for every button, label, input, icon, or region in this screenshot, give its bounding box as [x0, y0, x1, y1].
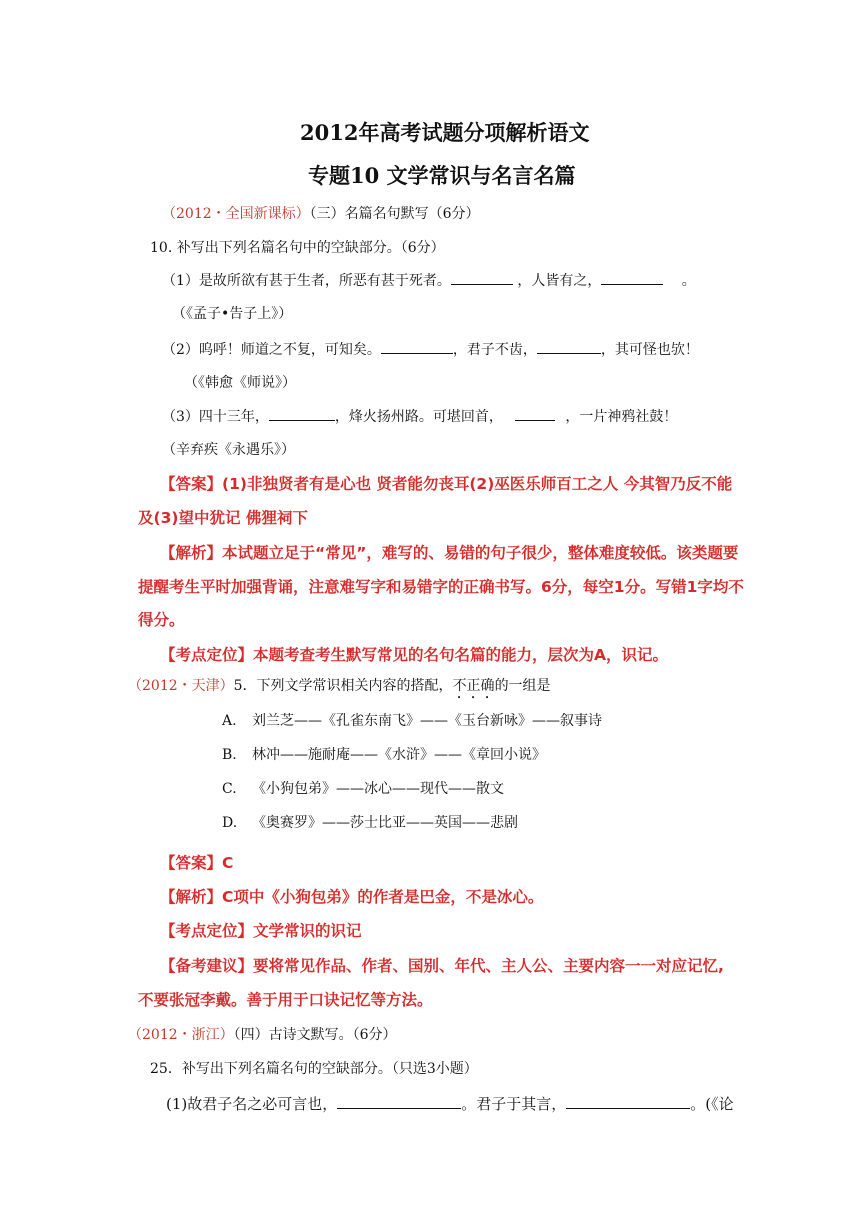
q1-analysis-line3: 得分。: [138, 611, 185, 629]
q3-source: （2012・浙江）: [128, 1027, 234, 1043]
q2-advice-line1: 【备考建议】要将常见作品、作者、国别、年代、主人公、主要内容一一对应记忆,: [160, 957, 724, 975]
q1-item2-text: （2）呜呼！师道之不复，可知矣。: [162, 342, 381, 358]
q2-point: 【考点定位】文学常识的识记: [160, 922, 362, 940]
blank[interactable]: [601, 271, 663, 285]
q1-item2: [162, 339, 699, 359]
q1-item3-text: （3）四十三年，: [162, 409, 269, 425]
q3-item1-end: 。(《论: [690, 1095, 734, 1113]
q1-item1-end: 。: [677, 273, 696, 289]
q1-analysis-line1: 【解析】本试题立足于“常见”，难写的、易错的句子很少，整体难度较低。该类题要: [160, 544, 739, 562]
q1-item1: [162, 270, 696, 290]
q1-item2-cite: （《韩愈《师说》）: [184, 375, 296, 391]
option-text: 《小狗包弟》——冰心——现代——散文: [252, 781, 504, 797]
q1-source: （2012・全国新课标）: [162, 206, 310, 222]
blank[interactable]: [451, 271, 513, 285]
q1-item3: [162, 406, 677, 426]
q1-item1-cite: （《孟子•告子上》）: [172, 306, 293, 322]
q1-item1-mid: ，人皆有之，: [512, 273, 602, 289]
option-letter: D.: [222, 815, 238, 831]
q1-item3-mid: ，烽火扬州路。可堪回首，: [334, 409, 503, 425]
q3-section: （四）古诗文默写。（6分）: [233, 1027, 397, 1043]
q2-option-d: [222, 812, 518, 832]
option-text: 《奥赛罗》——莎士比亚——英国——悲剧: [252, 815, 518, 831]
q2-stem-pre: 5．下列文学常识相关内容的搭配，: [233, 678, 453, 694]
option-text: 林冲——施耐庵——《水浒》——《章回小说》: [252, 747, 546, 763]
blank[interactable]: [269, 407, 335, 421]
option-text: 刘兰芝——《孔雀东南飞》——《玉台新咏》——叙事诗: [252, 713, 602, 729]
q2-analysis: 【解析】C项中《小狗包弟》的作者是巴金，不是冰心。: [160, 888, 544, 906]
q2-option-b: [222, 744, 546, 764]
q1-answer-line2: 及(3)望中犹记 佛狸祠下: [138, 509, 308, 527]
q2-option-c: [222, 778, 504, 798]
page-subtitle: 专题10 文学常识与名言名篇: [308, 163, 576, 188]
q1-stem: 10. 补写出下列名篇名句中的空缺部分。（6分）: [150, 240, 445, 256]
q1-point: 【考点定位】本题考查考生默写常见的名句名篇的能力，层次为A，识记。: [160, 646, 668, 664]
q2-advice-line2: 不要张冠李戴。善于用于口诀记忆等方法。: [138, 991, 433, 1009]
q2-header: [128, 675, 551, 702]
q1-item2-end: ，其可怪也欤！: [600, 342, 699, 358]
q2-answer: 【答案】C: [160, 854, 234, 872]
q1-answer-line1: 【答案】(1)非独贤者有是心也 贤者能勿丧耳(2)巫医乐师百工之人 今其智乃反不能: [160, 475, 733, 493]
option-letter: B.: [222, 747, 237, 763]
option-letter: C.: [222, 781, 237, 797]
q3-header: [128, 1024, 397, 1044]
q1-item3-end: ，一片神鸦社鼓！: [560, 409, 678, 425]
q1-analysis-line2: 提醒考生平时加强背诵，注意难写字和易错字的正确书写。6分，每空1分。写错1字均不: [138, 578, 744, 596]
q3-item1-pre: (1)故君子名之必可言也，: [166, 1095, 338, 1113]
q1-header: [162, 203, 480, 223]
q2-source: （2012・天津）: [128, 678, 234, 694]
blank[interactable]: [515, 407, 555, 421]
q1-item1-text: （1）是故所欲有甚于生者，所恶有甚于死者。: [162, 273, 451, 289]
q1-section: （三）名篇名句默写（6分）: [309, 206, 480, 222]
q2-stem-post: 的一组是: [494, 678, 551, 694]
blank[interactable]: [337, 1095, 461, 1109]
q2-option-a: [222, 710, 602, 730]
q1-item3-cite: （辛弃疾《永遇乐》）: [162, 442, 295, 458]
q1-item2-mid: ，君子不齿，: [452, 342, 537, 358]
blank[interactable]: [381, 340, 453, 354]
q3-item1: [166, 1093, 734, 1114]
q2-stem-emphasis: 不正确: [452, 678, 495, 694]
blank[interactable]: [537, 340, 601, 354]
q3-item1-mid: 。君子于其言，: [461, 1095, 567, 1113]
blank[interactable]: [566, 1095, 690, 1109]
q3-stem: 25．补写出下列名篇名句的空缺部分。（只选3小题）: [150, 1061, 478, 1077]
option-letter: A.: [222, 713, 237, 729]
page-title: 2012年高考试题分项解析语文: [300, 120, 590, 145]
